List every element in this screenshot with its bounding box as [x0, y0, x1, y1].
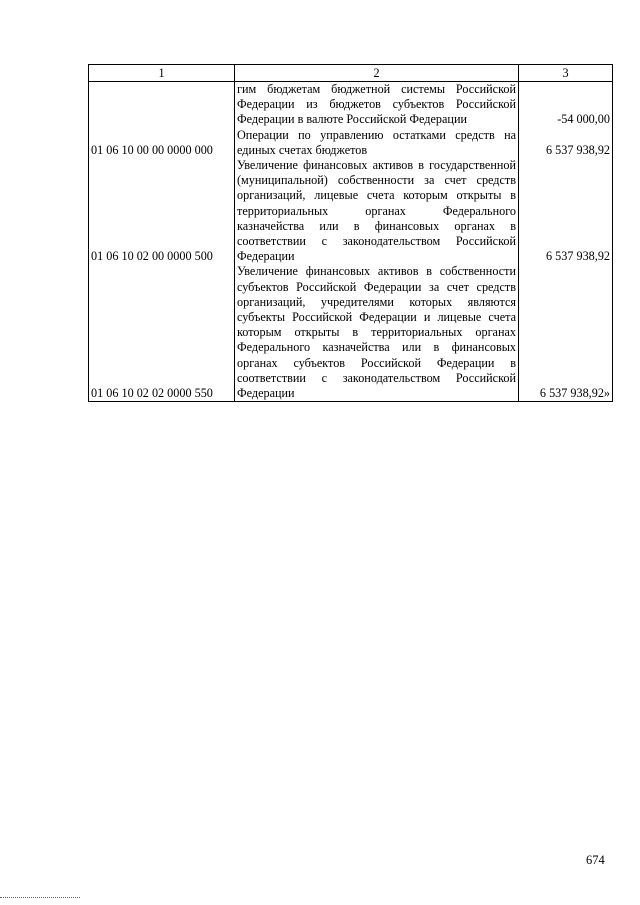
row-amount: -54 000,00	[519, 82, 613, 128]
table-row	[89, 128, 613, 158]
page-number: 674	[586, 853, 605, 867]
table-row	[89, 264, 613, 401]
table-header-row	[89, 65, 613, 82]
column-header-3: 3	[519, 65, 613, 82]
row-description: Увеличение финансовых активов в государственной (муниципальной) собственности за счет средств организаций, лицевые счета которым открыты в территориальных органах Федерального казначейства или в финансовых органах в соответствии с законодательством Российской Федерации	[235, 158, 519, 264]
row-code: 01 06 10 02 02 0000 550	[89, 264, 235, 401]
row-code	[89, 82, 235, 128]
row-code: 01 06 10 00 00 0000 000	[89, 128, 235, 158]
row-amount: 6 537 938,92	[519, 128, 613, 158]
row-description: Увеличение финансовых активов в собственности субъектов Российской Федерации за счет средств организаций, учредителями которых являются субъекты Российской Федерации и лицевые счета которым открыты в территориальных органах Федерального казначейства или в финансовых органах субъектов Российской Федерации в соответствии с законодательством Российской Федерации	[235, 264, 519, 401]
table-row	[89, 158, 613, 264]
footer-divider	[0, 897, 80, 898]
table-row	[89, 82, 613, 128]
row-description: Операции по управлению остатками средств на единых счетах бюджетов	[235, 128, 519, 158]
row-amount: 6 537 938,92	[519, 158, 613, 264]
budget-table	[88, 64, 613, 402]
column-header-1: 1	[89, 65, 235, 82]
row-description: гим бюджетам бюджетной системы Российской Федерации из бюджетов субъектов Российской Федерации в валюте Российской Федерации	[235, 82, 519, 128]
column-header-2: 2	[235, 65, 519, 82]
row-amount: 6 537 938,92»	[519, 264, 613, 401]
row-code: 01 06 10 02 00 0000 500	[89, 158, 235, 264]
